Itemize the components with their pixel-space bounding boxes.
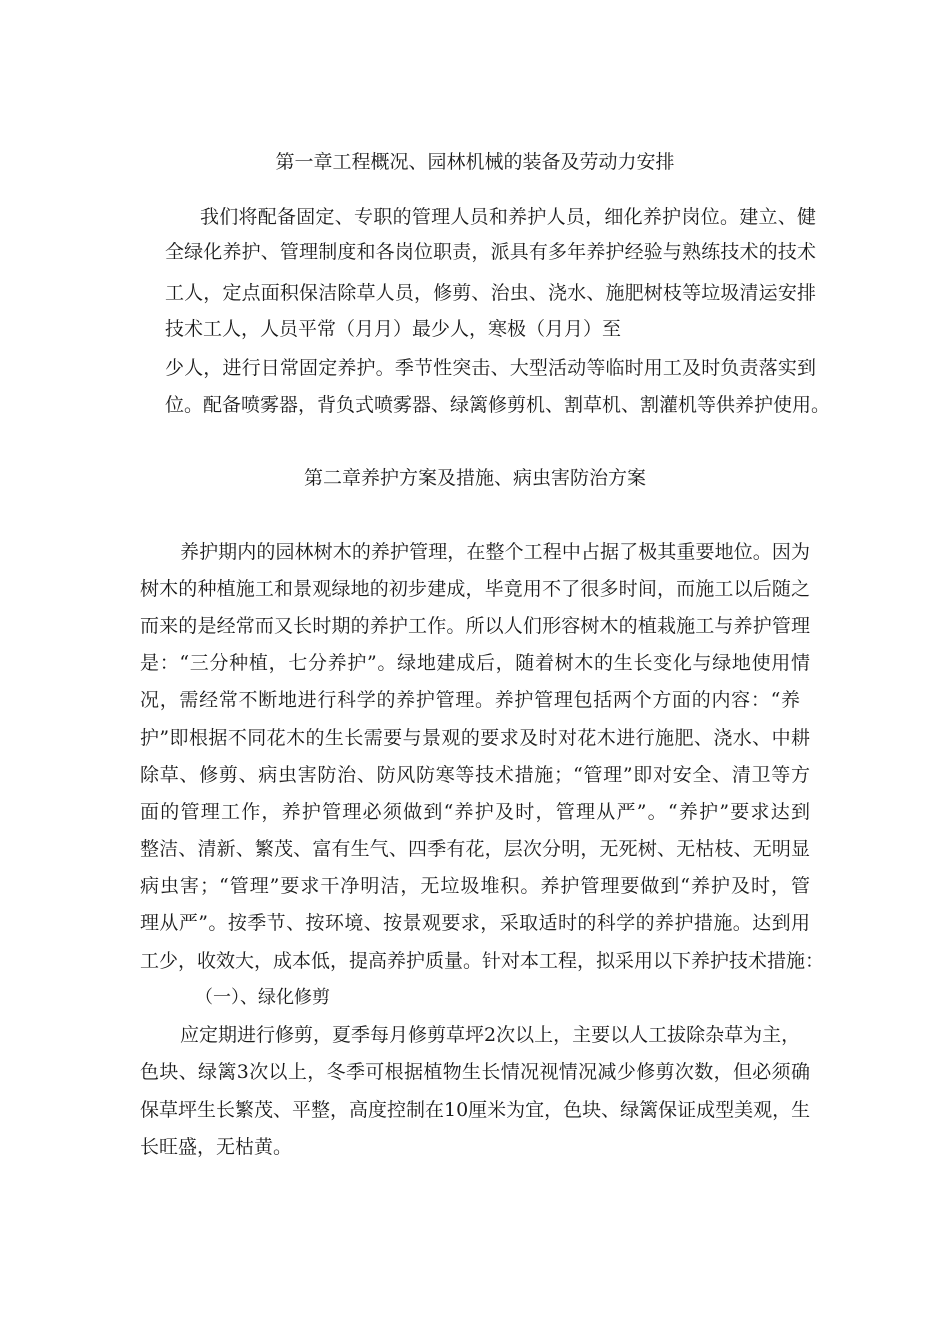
chapter-2-title: 第二章养护方案及措施、病虫害防治方案 — [303, 467, 646, 489]
paragraph-line: 整洁、清新、繁茂、富有生气、四季有花，层次分明，无死树、无枯枝、无明显 — [140, 838, 810, 860]
paragraph-line: 应定期进行修剪，夏季每月修剪草坪2次以上，主要以人工拔除杂草为主， — [180, 1024, 801, 1046]
paragraph-line: 色块、绿篱3次以上，冬季可根据植物生长情况视情况减少修剪次数，但必须确 — [140, 1061, 810, 1083]
paragraph-line: 理从严”。按季节、按环境、按景观要求，采取适时的科学的养护措施。达到用 — [140, 912, 810, 934]
paragraph-line: 我们将配备固定、专职的管理人员和养护人员，细化养护岗位。建立、健 — [200, 206, 816, 228]
chapter-1-title: 第一章工程概况、园林机械的装备及劳动力安排 — [275, 151, 675, 173]
paragraph-line: 工少，收效大，成本低，提高养护质量。针对本工程，拟采用以下养护技术措施： — [140, 950, 825, 972]
paragraph-line: 养护期内的园林树木的养护管理，在整个工程中占据了极其重要地位。因为 — [180, 541, 810, 563]
paragraph-line: 面的管理工作，养护管理必须做到“养护及时，管理从严”。“养护”要求达到 — [140, 801, 810, 823]
paragraph-line: 保草坪生长繁茂、平整，高度控制在10厘米为宜，色块、绿篱保证成型美观，生 — [140, 1099, 811, 1121]
paragraph-line: 是：“三分种植，七分养护”。绿地建成后，随着树木的生长变化与绿地使用情 — [140, 652, 810, 674]
paragraph-line: 况，需经常不断地进行科学的养护管理。养护管理包括两个方面的内容：“养 — [140, 689, 800, 711]
paragraph-line: 护”即根据不同花木的生长需要与景观的要求及时对花木进行施肥、浇水、中耕 — [140, 727, 810, 749]
paragraph-line: 病虫害；“管理”要求干净明洁，无垃圾堆积。养护管理要做到“养护及时，管 — [140, 875, 810, 897]
paragraph-line: 位。配备喷雾器，背负式喷雾器、绿篱修剪机、割草机、割灌机等供养护使用。 — [165, 394, 831, 416]
paragraph-line: 少人，进行日常固定养护。季节性突击、大型活动等临时用工及时负责落实到 — [165, 357, 816, 379]
paragraph-line: 树木的种植施工和景观绿地的初步建成，毕竟用不了很多时间，而施工以后随之 — [140, 578, 810, 600]
paragraph-line: 长旺盛，无枯黄。 — [140, 1136, 293, 1158]
paragraph-line: 技术工人，人员平常（月月）最少人，寒极（月月）至 — [165, 318, 622, 340]
paragraph-line: 全绿化养护、管理制度和各岗位职责，派具有多年养护经验与熟练技术的技术 — [165, 241, 816, 263]
section-heading: （一）、绿化修剪 — [195, 987, 330, 1008]
paragraph-line: 工人，定点面积保洁除草人员，修剪、治虫、浇水、施肥树枝等垃圾清运安排 — [165, 282, 816, 304]
paragraph-line: 除草、修剪、病虫害防治、防风防寒等技术措施；“管理”即对安全、清卫等方 — [140, 764, 810, 786]
paragraph-line: 而来的是经常而又长时期的养护工作。所以人们形容树木的植栽施工与养护管理 — [140, 615, 810, 637]
